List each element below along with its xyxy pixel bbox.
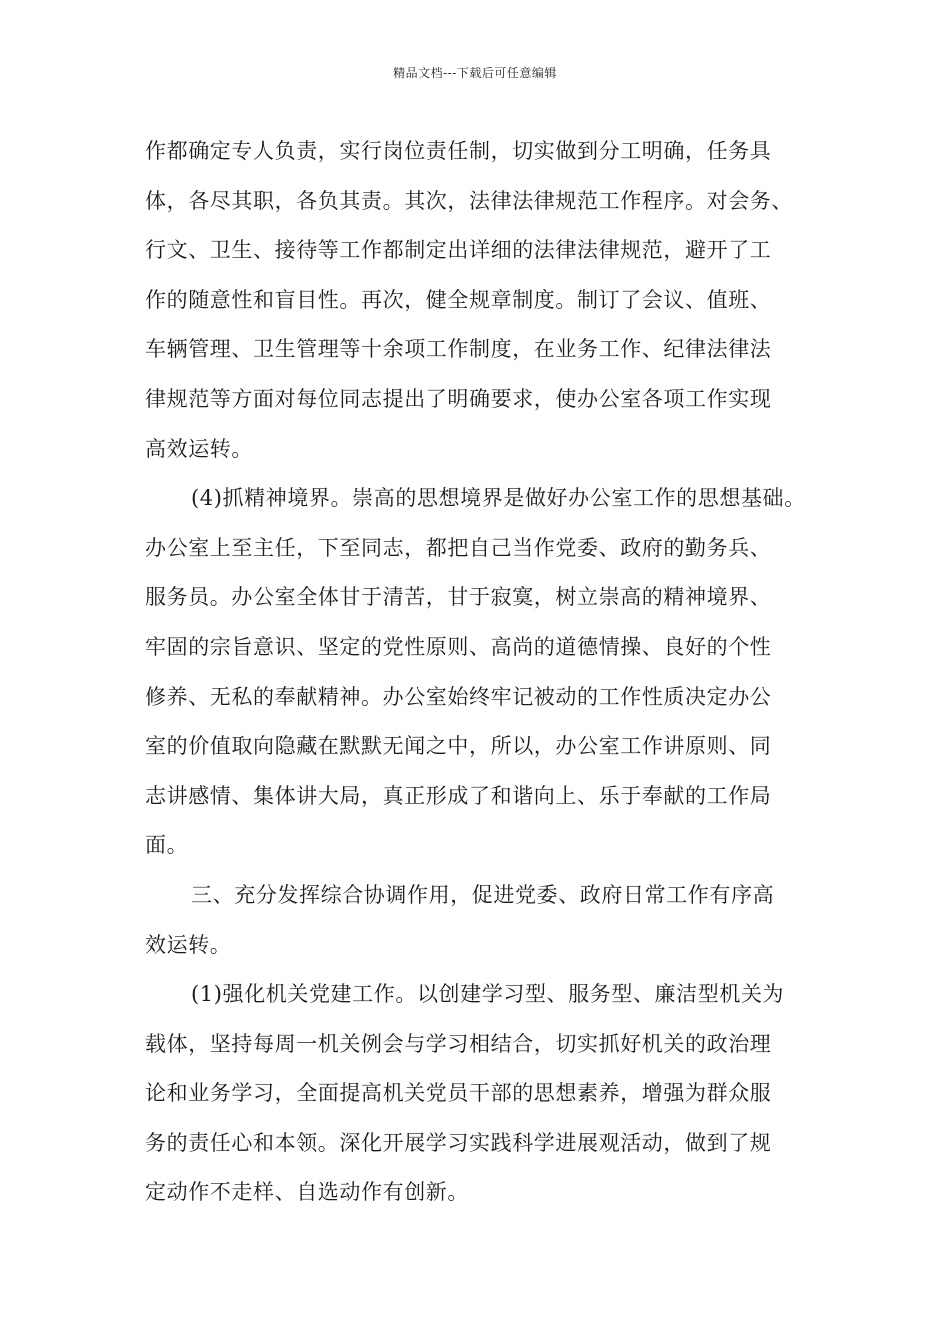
text-line: 办公室上至主任，下至同志，都把自己当作党委、政府的勤务兵、: [145, 535, 772, 560]
text-line: 效运转。: [145, 932, 232, 957]
text-line: 律规范等方面对每位同志提出了明确要求，使办公室各项工作实现: [145, 386, 772, 411]
text-line: 高效运转。: [145, 436, 253, 461]
text-line: 室的价值取向隐藏在默默无闻之中，所以，办公室工作讲原则、同: [145, 734, 772, 759]
document-body: [145, 127, 825, 1218]
page-header: 精品文档---下载后可任意编辑: [393, 66, 557, 80]
text-line: 面。: [145, 833, 189, 858]
text-line: 修养、无私的奉献精神。办公室始终牢记被动的工作性质决定办公: [145, 684, 772, 709]
text-line: 三、充分发挥综合协调作用，促进党委、政府日常工作有序高: [191, 882, 775, 907]
text-line: 牢固的宗旨意识、坚定的党性原则、高尚的道德情操、良好的个性: [145, 634, 772, 659]
text-line: 车辆管理、卫生管理等十余项工作制度，在业务工作、纪律法律法: [145, 337, 772, 362]
text-line: 行文、卫生、接待等工作都制定出详细的法律法律规范，避开了工: [145, 238, 772, 263]
text-line: 务的责任心和本领。深化开展学习实践科学进展观活动，做到了规: [145, 1130, 772, 1155]
text-line: 作的随意性和盲目性。再次，健全规章制度。制订了会议、值班、: [145, 287, 772, 312]
text-line: (1)强化机关党建工作。以创建学习型、服务型、廉洁型机关为: [191, 982, 785, 1007]
text-line: 志讲感情、集体讲大局，真正形成了和谐向上、乐于奉献的工作局: [145, 783, 772, 808]
text-line: 定动作不走样、自选动作有创新。: [145, 1180, 469, 1205]
text-line: 服务员。办公室全体甘于清苦，甘于寂寞，树立崇高的精神境界、: [145, 585, 772, 610]
text-line: 体，各尽其职，各负其责。其次，法律法律规范工作程序。对会务、: [145, 188, 793, 213]
text-line: (4)抓精神境界。崇高的思想境界是做好办公室工作的思想基础。: [191, 486, 806, 511]
text-line: 论和业务学习，全面提高机关党员干部的思想素养，增强为群众服: [145, 1081, 772, 1106]
text-line: 作都确定专人负责，实行岗位责任制，切实做到分工明确，任务具: [145, 139, 772, 163]
text-line: 载体，坚持每周一机关例会与学习相结合，切实抓好机关的政治理: [145, 1031, 772, 1056]
